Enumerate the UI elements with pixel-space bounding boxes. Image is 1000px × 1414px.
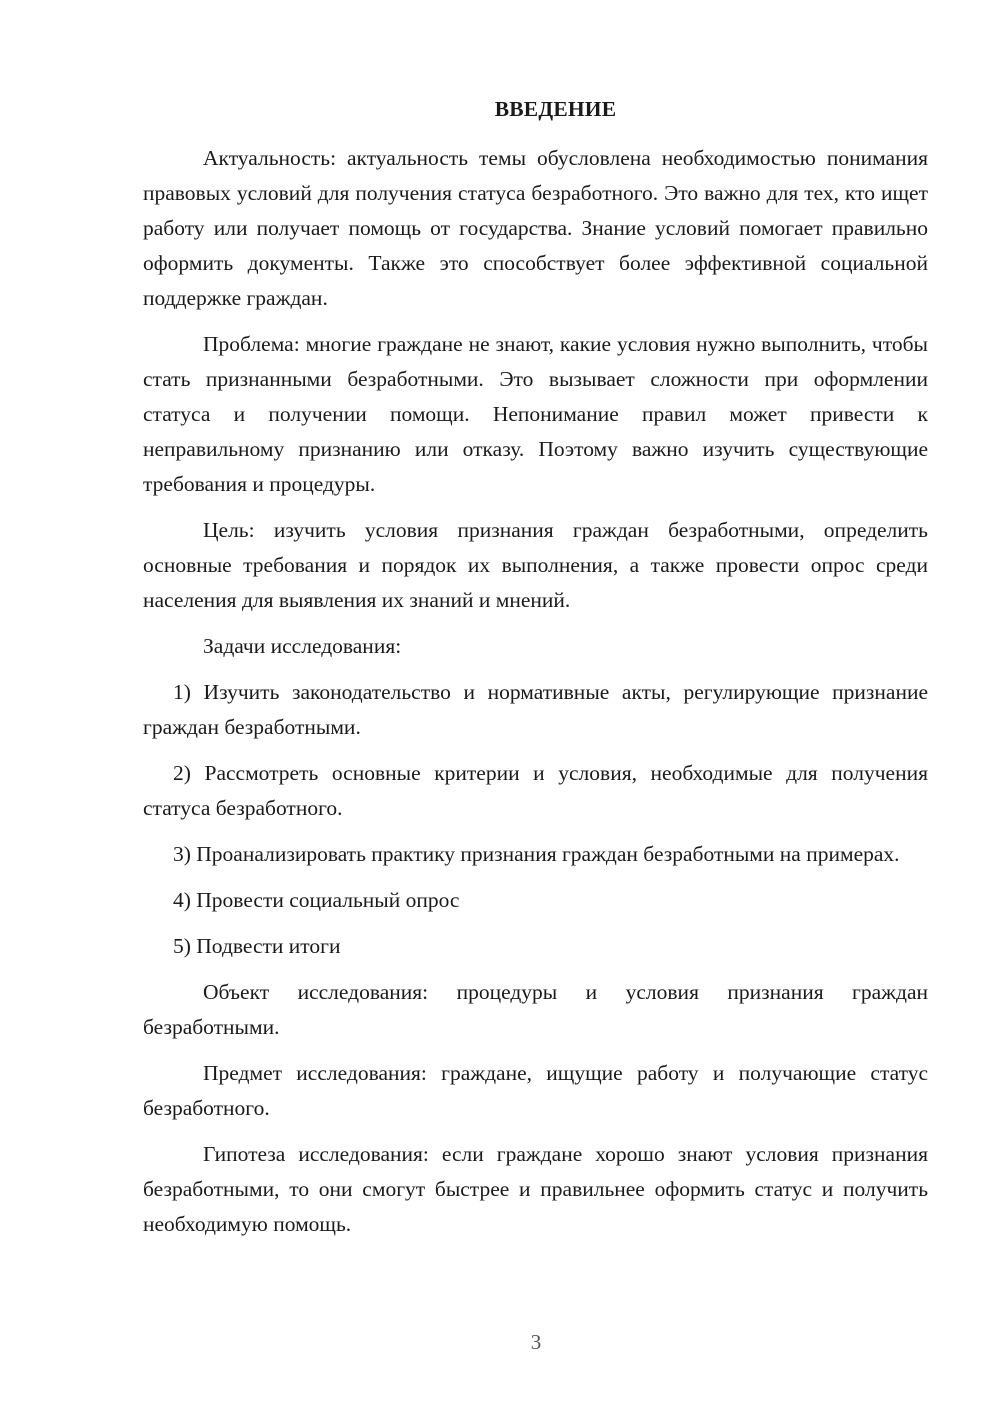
page-number: 3 xyxy=(530,1330,542,1354)
hypothesis-paragraph: Гипотеза исследования: если граждане хорошо знают условия признания безработными, то они смогут быстрее и правильнее оформить статус и получить необходимую помощь. xyxy=(143,1142,928,1236)
list-item: 2) Рассмотреть основные критерии и условия, необходимые для получения статуса безработного. xyxy=(143,761,928,820)
list-item: 1) Изучить законодательство и нормативные акты, регулирующие признание граждан безработными. xyxy=(143,680,928,739)
list-item: 3) Проанализировать практику признания граждан безработными на примерах. xyxy=(173,842,900,866)
section-title: ВВЕДЕНИЕ xyxy=(494,97,617,121)
tasks-heading: Задачи исследования: xyxy=(203,634,402,658)
problem-paragraph: Проблема: многие граждане не знают, какие условия нужно выполнить, чтобы стать признанными безработными. Это вызывает сложности при оформлении статуса и получении помощи. Непонимание правил может привести к неправильному признанию или отказу. Поэтому важно изучить существующие требования и процедуры. xyxy=(143,332,928,496)
list-item: 4) Провести социальный опрос xyxy=(173,888,460,912)
relevance-paragraph: Актуальность: актуальность темы обусловлена необходимостью понимания правовых условий для получения статуса безработного. Это важно для тех, кто ищет работу или получает помощь от государства. Знание условий помогает правильно оформить документы. Также это способствует более эффективной социальной поддержке граждан. xyxy=(143,146,928,310)
subject-paragraph: Предмет исследования: граждане, ищущие работу и получающие статус безработного. xyxy=(143,1061,928,1120)
tasks-list xyxy=(143,675,928,964)
goal-paragraph: Цель: изучить условия признания граждан безработными, определить основные требования и порядок их выполнения, а также провести опрос среди населения для выявления их знаний и мнений. xyxy=(143,518,928,612)
document-page xyxy=(143,92,928,1253)
object-paragraph: Объект исследования: процедуры и условия признания граждан безработными. xyxy=(143,980,928,1039)
list-item: 5) Подвести итоги xyxy=(173,934,341,958)
